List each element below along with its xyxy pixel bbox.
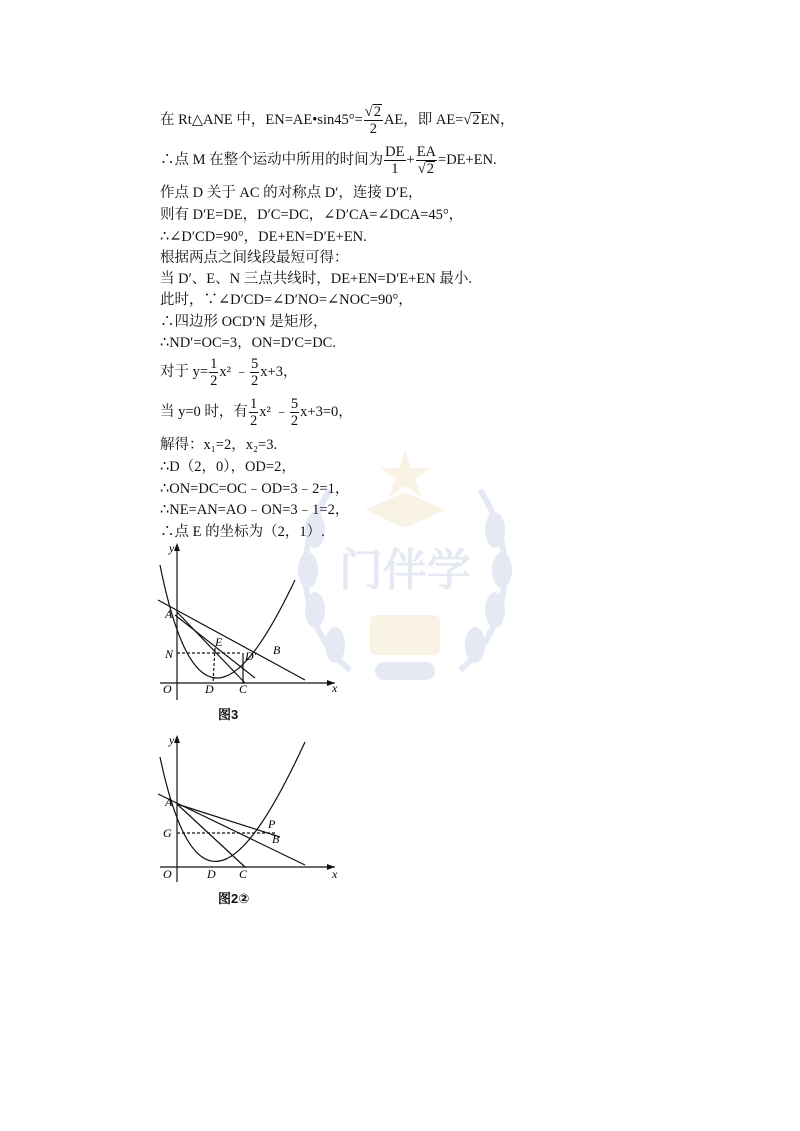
fraction-1-over-2: $\frac{1}{2}$ (210, 356, 218, 389)
label-P: P (268, 817, 276, 831)
line-1-part-a: 在 Rt△ANE 中，EN=AE•sin45°= (160, 111, 363, 128)
text-line-7: 当 D′、E、N 三点共线时，DE+EN=D′E+EN 最小. (160, 271, 472, 287)
text-line-9: ∴四边形 OCD′N 是矩形， (160, 314, 328, 330)
label-E: E (215, 635, 223, 649)
figure-2-caption: 图2② (218, 891, 250, 906)
label-B: B (273, 643, 281, 657)
label-x: x (332, 681, 338, 695)
text-line-2 (160, 144, 497, 177)
text-line-15: ∴ON=DC=OC﹣OD=3﹣2=1， (160, 481, 350, 497)
fraction-de-over-1: $\frac{DE}{1}$ (385, 144, 405, 177)
label-O: O (163, 867, 172, 881)
watermark-text: 门伴学 (339, 545, 471, 596)
line-2-part-a: ∴点 M 在整个运动中所用的时间为 (160, 151, 384, 168)
label-A: A (165, 607, 173, 621)
fraction-ea-over-sqrt2: $\frac{EA}{√2}$ (416, 144, 437, 177)
graduation-cap-icon (365, 492, 445, 528)
book-icon (370, 615, 440, 655)
text-line-13: 解得：x₁=2，x₂=3. (160, 437, 278, 453)
text-line-14: ∴D（2，0），OD=2， (160, 459, 296, 475)
label-D-prime: D′ (245, 649, 257, 663)
label-C: C (239, 682, 248, 696)
text-line-3: 作点 D 关于 AC 的对称点 D′，连接 D′E， (160, 185, 423, 201)
figure-3-caption: 图3 (218, 707, 239, 722)
text-line-16: ∴NE=AN=AO﹣ON=3﹣1=2， (160, 502, 350, 518)
text-line-10: ∴ND′=OC=3，ON=D′C=DC. (160, 335, 336, 351)
label-C: C (239, 867, 248, 881)
figure-3-graph (155, 540, 345, 705)
star-icon (380, 450, 430, 497)
label-y: y (169, 541, 175, 555)
line-1-part-c: EN， (480, 111, 515, 128)
fraction-sqrt2-over-2: $\frac{√2}{2}$ (364, 104, 381, 137)
label-x: x (332, 867, 338, 881)
line-1-part-b: AE，即 AE= (383, 111, 464, 128)
fraction-5-over-2: $\frac{5}{2}$ (251, 356, 259, 389)
figure-2-graph (155, 732, 345, 887)
text-line-11: 对于 y= $\frac{1}{2}$ x² ﹣ $\frac{5}{2}$ x+3， (160, 356, 298, 389)
label-N: N (165, 647, 174, 661)
text-line-1 (160, 104, 514, 137)
label-D: D (205, 682, 214, 696)
label-B: B (272, 832, 280, 846)
text-line-5: ∴∠D′CD=90°，DE+EN=D′E+EN. (160, 229, 367, 245)
text-line-6: 根据两点之间线段最短可得： (160, 250, 349, 266)
label-y: y (169, 733, 175, 747)
label-D: D (207, 867, 216, 881)
label-G: G (163, 826, 172, 840)
sqrt-2: √2 (463, 111, 480, 128)
fraction-1-over-2: $\frac{1}{2}$ (249, 396, 258, 429)
text-line-8: 此时，∵∠D′CD=∠D′NO=∠NOC=90°， (160, 292, 413, 308)
plus-sign: + (406, 151, 415, 168)
line-2-part-b: =DE+EN. (438, 151, 497, 168)
fraction-5-over-2: $\frac{5}{2}$ (290, 396, 299, 429)
text-line-17: ∴点 E 的坐标为（2，1）. (160, 524, 325, 540)
text-line-12: 当 y=0 时，有 $\frac{1}{2}$ x² ﹣ $\frac{5}{2}$ x+3=0， (160, 396, 353, 429)
text-line-4: 则有 D′E=DE，D′C=DC，∠D′CA=∠DCA=45°， (160, 207, 464, 223)
label-O: O (163, 682, 172, 696)
label-A: A (165, 795, 173, 809)
